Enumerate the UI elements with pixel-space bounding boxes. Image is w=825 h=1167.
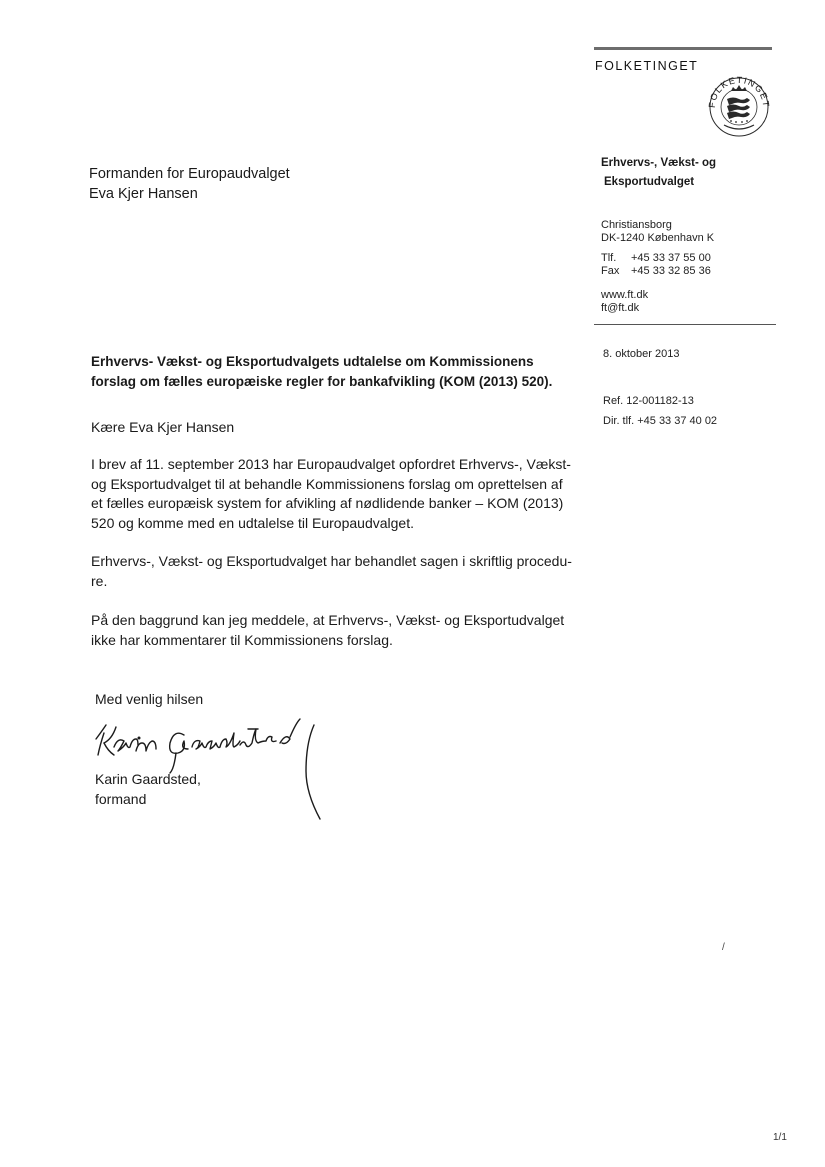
paragraph-3 — [91, 611, 564, 650]
paragraph-1 — [91, 455, 571, 533]
phone-label: Tlf. — [601, 252, 617, 264]
paragraph-line: og Eksportudvalget til at behandle Kommissionens forslag om oprettelsen af — [91, 475, 563, 492]
recipient-block — [89, 164, 290, 204]
direct-phone: Dir. tlf. +45 33 37 40 02 — [603, 415, 718, 427]
parliament-seal-icon — [698, 73, 780, 137]
paragraph-2 — [91, 552, 572, 591]
closing-phrase: Med venlig hilsen — [95, 691, 204, 707]
letter-date: 8. oktober 2013 — [603, 348, 680, 360]
web-contact — [601, 289, 648, 315]
letterhead-top-rule — [594, 47, 772, 50]
phone-row — [601, 252, 711, 265]
subject-line-1: Erhvervs- Vækst- og Eksportudvalgets udtalelse om Kommissionens — [91, 354, 534, 369]
paragraph-line: re. — [91, 572, 108, 589]
fax-value: +45 33 32 85 36 — [631, 265, 711, 277]
address-line-2: DK-1240 København K — [601, 232, 715, 244]
svg-text:FOLKETINGET: FOLKETINGET — [706, 74, 772, 109]
committee-line-1: Erhvervs-, Vækst- og — [601, 157, 717, 169]
paragraph-line: et fælles europæisk system for afvikling af nødlidende banker – KOM (2013) — [91, 495, 564, 511]
paragraph-line: Erhvervs-, Vækst- og Eksportudvalget har behandlet sagen i skriftlig procedu- — [91, 553, 572, 569]
paragraph-line: I brev af 11. september 2013 har Europaudvalget opfordret Erhvervs-, Vækst- — [91, 456, 571, 472]
signer-block — [95, 770, 201, 809]
subject-line-2: forslag om fælles europæiske regler for bankafvikling (KOM (2013) 520). — [91, 374, 553, 389]
address-line-1: Christiansborg — [601, 219, 672, 231]
contact-numbers — [601, 252, 711, 278]
paragraph-line: På den baggrund kan jeg meddele, at Erhvervs-, Vækst- og Eksportudvalget — [91, 612, 565, 628]
paragraph-line: 520 og komme med en udtalelse til Europaudvalget. — [91, 514, 414, 531]
postal-address — [601, 219, 714, 245]
phone-value: +45 33 37 55 00 — [631, 252, 711, 264]
scan-mark: / — [722, 942, 725, 953]
fax-label: Fax — [601, 265, 620, 277]
page-number: 1/1 — [773, 1132, 787, 1143]
paragraph-line: ikke har kommentarer til Kommissionens forslag. — [91, 631, 393, 648]
recipient-line-1: Formanden for Europaudvalget — [89, 166, 290, 182]
salutation: Kære Eva Kjer Hansen — [91, 419, 235, 435]
reference-block — [603, 391, 717, 431]
website-link[interactable]: www.ft.dk — [601, 289, 649, 301]
letterhead-divider — [594, 324, 776, 325]
signer-title: formand — [95, 790, 147, 807]
committee-line-2: Eksportudvalget — [604, 176, 695, 188]
signer-name: Karin Gaardsted, — [95, 771, 201, 787]
fax-row — [601, 265, 711, 278]
committee-name — [601, 154, 716, 192]
reference-number: Ref. 12-001182-13 — [603, 395, 694, 407]
letter-subject — [91, 352, 552, 392]
email-link[interactable]: ft@ft.dk — [601, 302, 640, 314]
recipient-line-2: Eva Kjer Hansen — [89, 186, 198, 202]
org-name: FOLKETINGET — [595, 59, 699, 73]
